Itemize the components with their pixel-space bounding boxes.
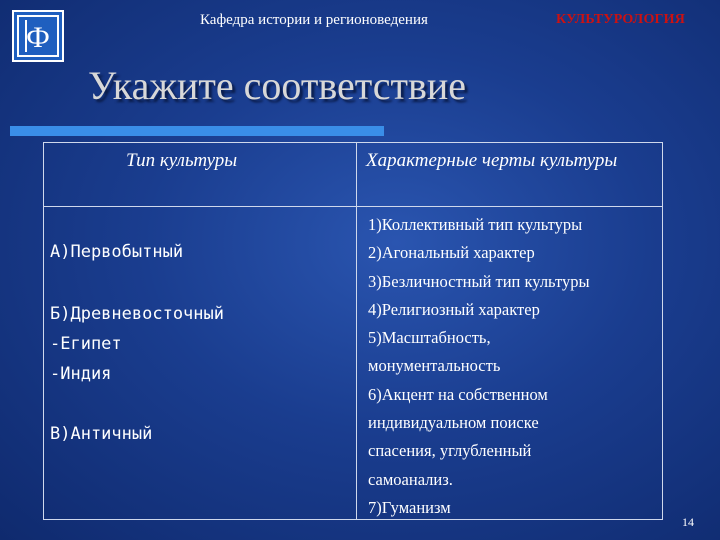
trait-line: 7)Гуманизм bbox=[368, 497, 451, 517]
svg-text:Ф: Ф bbox=[26, 21, 50, 54]
column-header-culture-traits: Характерные черты культуры bbox=[366, 150, 618, 171]
department-name: Кафедра истории и регионоведения bbox=[200, 12, 428, 28]
column-header-culture-type: Тип культуры bbox=[126, 150, 238, 171]
subject-label: КУЛЬТУРОЛОГИЯ bbox=[556, 12, 686, 27]
page-number: 14 bbox=[682, 515, 694, 529]
culture-type-item: -Индия bbox=[50, 364, 112, 384]
trait-line: самоанализ. bbox=[368, 469, 453, 489]
culture-type-item: А)Первобытный bbox=[50, 242, 184, 262]
trait-line: индивидуальном поиске bbox=[368, 413, 539, 433]
trait-line: 6)Акцент на собственном bbox=[368, 384, 548, 404]
trait-line: монументальность bbox=[368, 356, 501, 376]
culture-type-item: В)Античный bbox=[50, 424, 153, 444]
trait-line: спасения, углубленный bbox=[368, 441, 532, 461]
title-underline-bar bbox=[10, 126, 384, 136]
culture-type-item: -Египет bbox=[50, 334, 122, 354]
table-column-divider bbox=[356, 142, 357, 520]
trait-line: 3)Безличностный тип культуры bbox=[368, 271, 590, 291]
trait-line: 2)Агональный характер bbox=[368, 243, 535, 263]
trait-line: 4)Религиозный характер bbox=[368, 299, 540, 319]
culture-type-item: Б)Древневосточный bbox=[50, 304, 224, 324]
table-header-divider bbox=[43, 206, 663, 207]
trait-line: 1)Коллективный тип культуры bbox=[368, 215, 583, 234]
trait-line: 5)Масштабность, bbox=[368, 328, 491, 348]
faculty-logo-icon bbox=[12, 10, 64, 62]
culture-traits-list bbox=[368, 211, 658, 522]
slide-title: Укажите соответствие bbox=[88, 63, 467, 108]
